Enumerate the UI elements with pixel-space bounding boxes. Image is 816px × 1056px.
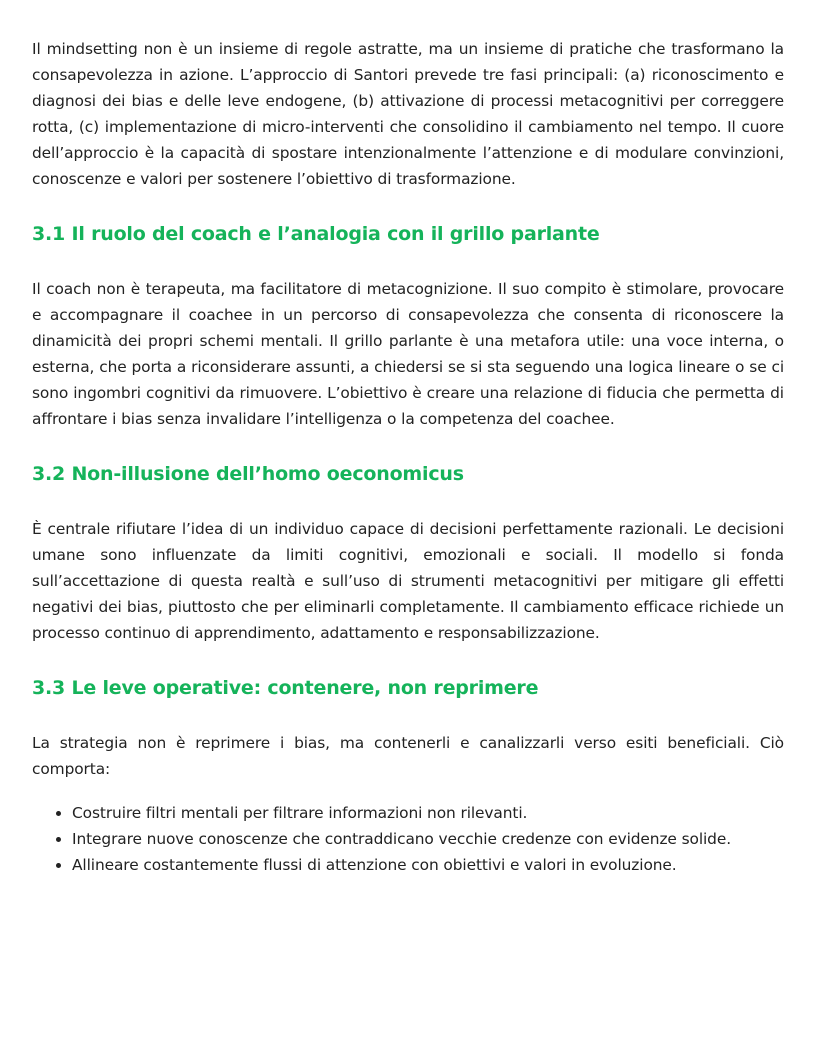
operative-levers-paragraph: La strategia non è reprimere i bias, ma contenerli e canalizzarli verso esiti beneficiali. Ciò comporta: xyxy=(32,734,784,778)
homo-oeconomicus-paragraph: È centrale rifiutare l’idea di un individuo capace di decisioni perfettamente razionali. Le decisioni umane sono influenzate da limiti cognitivi, emozionali e sociali. Il modello si fonda sull’accettazione di questa realtà e sull’uso di strumenti metacognitivi per mitigare gli effetti negativi dei bias, piuttosto che per eliminarli completamente. Il cambiamento efficace richiede un processo continuo di apprendimento, adattamento e responsabilizzazione. xyxy=(32,520,784,642)
section-heading-3-3: 3.3 Le leve operative: contenere, non reprimere xyxy=(32,677,539,699)
coach-role-paragraph: Il coach non è terapeuta, ma facilitatore di metacognizione. Il suo compito è stimolare, provocare e accompagnare il coachee in un percorso di consapevolezza che consenta di riconoscere la dinamicità dei propri schemi mentali. Il grillo parlante è una metafora utile: una voce interna, o esterna, che porta a riconsiderare assunti, a chiedersi se si sta seguendo una logica lineare o se ci sono ingombri cognitivi da rimuovere. L’obiettivo è creare una relazione di fiducia che permetta di affrontare i bias senza invalidare l’intelligenza o la competenza del coachee. xyxy=(32,280,784,428)
list-item: • Costruire filtri mentali per filtrare informazioni non rilevanti. xyxy=(72,800,784,826)
intro-paragraph: Il mindsetting non è un insieme di regole astratte, ma un insieme di pratiche che trasformano la consapevolezza in azione. L’approccio di Santori prevede tre fasi principali: (a) riconoscimento e diagnosi dei bias e delle leve endogene, (b) attivazione di processi metacognitivi per correggere rotta, (c) implementazione di micro-interventi che consolidino il cambiamento nel tempo. Il cuore dell’approccio è la capacità di spostare intenzionalmente l’attenzione e di modulare convinzioni, conoscenze e valori per sostenere l’obiettivo di trasformazione. xyxy=(32,40,784,188)
bullet-list xyxy=(32,800,784,878)
section-heading-3-2: 3.2 Non-illusione dell’homo oeconomicus xyxy=(32,463,464,485)
document-page xyxy=(32,36,784,878)
list-item: • Allineare costantemente flussi di attenzione con obiettivi e valori in evoluzione. xyxy=(72,852,784,878)
list-item: • Integrare nuove conoscenze che contraddicano vecchie credenze con evidenze solide. xyxy=(72,826,784,852)
section-heading-3-1: 3.1 Il ruolo del coach e l’analogia con il grillo parlante xyxy=(32,223,600,245)
